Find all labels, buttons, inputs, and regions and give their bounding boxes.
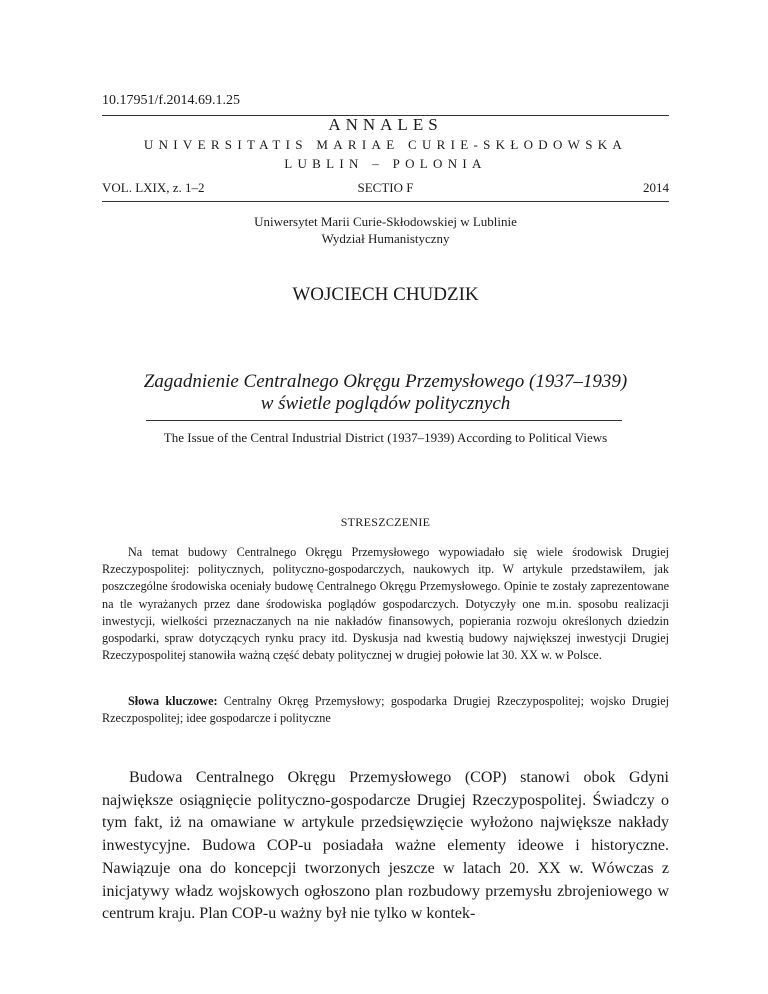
body-paragraph: Budowa Centralnego Okręgu Przemysłowego (COP) stanowi obok Gdyni największe osiągnięcie polityczno-gospodarcze Drugiej Rzeczypospolitej. Świadczy o tym fakt, iż na omawiane w artykule przedsięwzięcie wyłożono największe nakłady inwestycyjne. Budowa COP-u posiadała ważne elementy ideowe i historyczne. Nawiązuje ona do koncepcji tworzonych jeszcze w latach 20. XX w. Wówczas z inicjatywy władz wojskowych ogłoszono plan rozbudowy przemysłu zbrojeniowego w centrum kraju. Plan COP-u ważny był nie tylko w kontek- [102,769,669,923]
volume-label: VOL. LXIX, z. 1–2 [102,180,205,195]
keywords-label: Słowa kluczowe: [128,694,218,708]
affiliation-faculty: Wydział Humanistyczny [321,231,450,246]
title-rule [146,420,622,421]
doi-identifier: 10.17951/f.2014.69.1.25 [102,93,241,108]
article-title-line1: Zagadnienie Centralnego Okręgu Przemysłowego (1937–1939) [143,371,628,392]
english-title: The Issue of the Central Industrial District (1937–1939) According to Political Views [163,430,608,445]
abstract-heading: STRESZCZENIE [340,515,431,529]
affiliation-university: Uniwersytet Marii Curie-Skłodowskiej w Lublinie [254,214,517,229]
keywords [102,693,669,727]
keywords-text: Centralny Okręg Przemysłowy; gospodarka Drugiej Rzeczypospolitej; wojsko Drugiej Rzeczpospolitej; idee gospodarcze i polityczne [102,694,670,726]
journal-subtitle: UNIVERSITATIS MARIAE CURIE-SKŁODOWSKA [143,137,628,152]
year-label: 2014 [643,180,669,195]
abstract-text: Na temat budowy Centralnego Okręgu Przemysłowego wypowiadało się wiele środowisk Drugiej Rzeczypospolitej: politycznych, polityczno-gospodarczych, naukowych itp. W artykule przedstawiłem, jak poszczególne środowiska oceniały budowę Centralnego Okręgu Przemysłowego. Opinie te zostały zaprezentowane na tle wyrażanych przez dane środowiska poglądów gospodarczych. Dotyczyły one m.in. sposobu realizacji inwestycji, wielkości przeznaczanych na nie nakładów finansowych, popierania rozwoju określonych dziedzin gospodarki, spraw dotyczących rynku pracy itd. Dyskusja nad kwestią budowy największej inwestycji Drugiej Rzeczypospolitej stanowiła ważną część debaty politycznej w drugiej połowie lat 30. XX w. w Polsce. [102,545,669,663]
journal-title: ANNALES [328,115,443,134]
volume-rule [102,201,669,202]
journal-place: LUBLIN – POLONIA [284,156,487,171]
section-label: SECTIO F [357,180,414,195]
article-title-line2: w świetle poglądów politycznych [260,393,511,414]
author-name: WOJCIECH CHUDZIK [292,284,479,305]
